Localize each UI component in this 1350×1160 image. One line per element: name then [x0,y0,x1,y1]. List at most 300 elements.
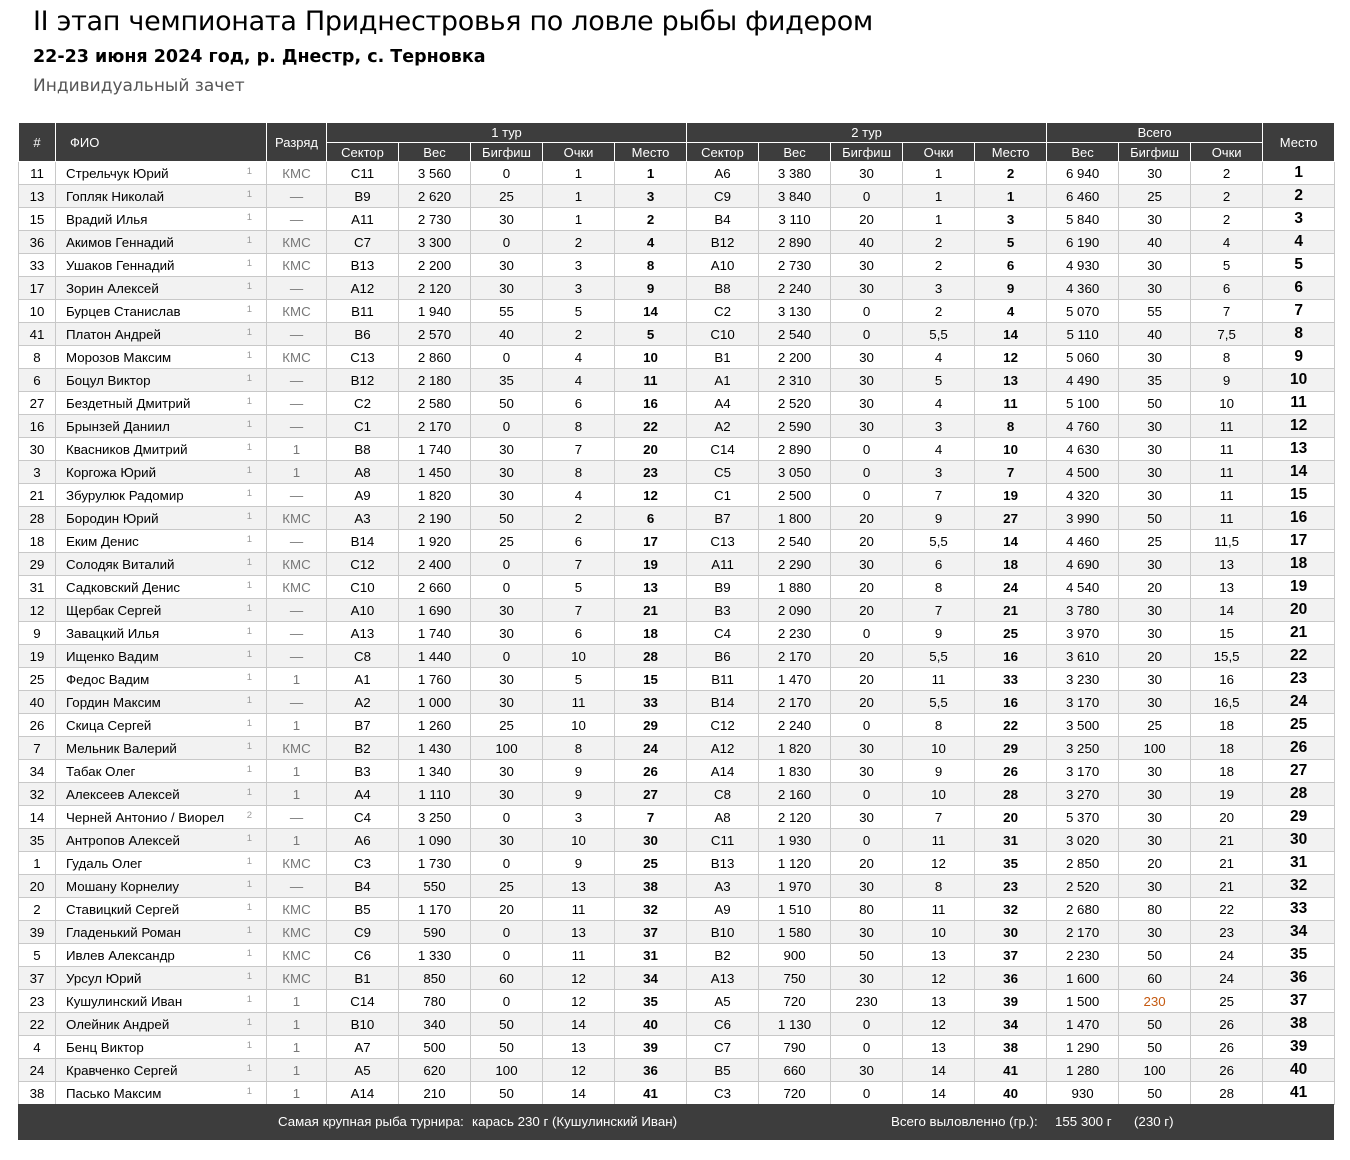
cell-total-weight: 2 680 [1047,898,1119,921]
cell-rank: 1 [267,1013,327,1036]
cell-t1-weight: 2 730 [399,208,471,231]
cell-t2-sector: A5 [687,990,759,1013]
cell-total-weight: 1 500 [1047,990,1119,1013]
cell-t1-bigfish: 30 [471,760,543,783]
cell-rank: 1 [267,1059,327,1082]
cell-num: 2 [19,898,56,921]
cell-t2-bigfish: 0 [831,323,903,346]
cell-name [56,714,267,737]
event-date-location: 22-23 июня 2024 год, р. Днестр, с. Терновка [33,47,486,67]
cell-t1-place: 13 [615,576,687,599]
cell-t2-bigfish: 230 [831,990,903,1013]
cell-t1-bigfish: 25 [471,530,543,553]
cell-t2-place: 10 [975,438,1047,461]
cell-t2-place: 5 [975,231,1047,254]
cell-t2-place: 27 [975,507,1047,530]
cell-total-points: 13 [1191,553,1263,576]
cell-t1-place: 5 [615,323,687,346]
cell-t1-weight: 1 260 [399,714,471,737]
cell-t1-points: 14 [543,1082,615,1105]
cell-t1-points: 1 [543,162,615,185]
cell-t1-points: 7 [543,438,615,461]
participant-group: 1 [246,856,252,867]
table-row [19,553,1335,576]
cell-t1-weight: 1 090 [399,829,471,852]
cell-total-bigfish: 55 [1119,300,1191,323]
cell-name [56,392,267,415]
cell-final-place: 34 [1263,921,1335,944]
table-row [19,185,1335,208]
cell-name [56,438,267,461]
cell-t1-weight: 1 110 [399,783,471,806]
table-row [19,645,1335,668]
cell-final-place: 13 [1263,438,1335,461]
cell-t2-weight: 3 840 [759,185,831,208]
col-fio: ФИО [56,123,267,162]
participant-name: Акимов Геннадий [66,234,174,250]
cell-t2-bigfish: 20 [831,691,903,714]
cell-total-bigfish: 30 [1119,806,1191,829]
cell-rank: 1 [267,760,327,783]
cell-t2-weight: 2 170 [759,645,831,668]
table-row [19,622,1335,645]
cell-t2-bigfish: 30 [831,737,903,760]
cell-t1-points: 5 [543,300,615,323]
cell-total-weight: 5 840 [1047,208,1119,231]
cell-t2-sector: B12 [687,231,759,254]
cell-t1-points: 4 [543,369,615,392]
participant-name: Ищенко Вадим [66,648,159,664]
cell-t2-sector: B2 [687,944,759,967]
cell-name [56,530,267,553]
cell-rank: КМС [267,162,327,185]
cell-num: 30 [19,438,56,461]
cell-t1-bigfish: 0 [471,852,543,875]
cell-final-place: 11 [1263,392,1335,415]
col-t1-weight: Вес [399,143,471,162]
cell-t2-points: 14 [903,1059,975,1082]
cell-t1-place: 8 [615,254,687,277]
table-row [19,944,1335,967]
cell-t2-weight: 1 510 [759,898,831,921]
cell-t2-place: 2 [975,162,1047,185]
table-row [19,277,1335,300]
cell-t2-place: 38 [975,1036,1047,1059]
participant-group: 1 [246,557,252,568]
cell-t1-sector: A14 [327,1082,399,1105]
cell-num: 5 [19,944,56,967]
cell-name [56,185,267,208]
cell-t2-place: 26 [975,760,1047,783]
cell-t1-points: 13 [543,1036,615,1059]
col-group-total: Всего [1047,123,1263,143]
cell-t2-place: 11 [975,392,1047,415]
cell-t2-sector: A13 [687,967,759,990]
table-row [19,254,1335,277]
cell-total-bigfish: 20 [1119,576,1191,599]
cell-t2-sector: C12 [687,714,759,737]
cell-t2-place: 31 [975,829,1047,852]
cell-t2-place: 35 [975,852,1047,875]
cell-total-bigfish: 25 [1119,530,1191,553]
cell-t1-points: 5 [543,668,615,691]
cell-total-points: 11,5 [1191,530,1263,553]
cell-total-weight: 3 970 [1047,622,1119,645]
cell-rank: 1 [267,1036,327,1059]
cell-final-place: 27 [1263,760,1335,783]
col-t1-sector: Сектор [327,143,399,162]
participant-group: 1 [246,396,252,407]
cell-final-place: 19 [1263,576,1335,599]
cell-total-weight: 4 540 [1047,576,1119,599]
cell-total-points: 24 [1191,967,1263,990]
cell-num: 12 [19,599,56,622]
cell-t1-sector: B13 [327,254,399,277]
cell-t2-points: 7 [903,806,975,829]
cell-t1-place: 11 [615,369,687,392]
cell-num: 11 [19,162,56,185]
cell-t2-bigfish: 20 [831,668,903,691]
participant-name: Морозов Максим [66,349,172,365]
cell-total-bigfish: 25 [1119,185,1191,208]
cell-name [56,1036,267,1059]
cell-rank: КМС [267,898,327,921]
cell-t1-points: 3 [543,254,615,277]
cell-t1-points: 12 [543,967,615,990]
participant-name: Гудаль Олег [66,855,143,871]
cell-t2-sector: C9 [687,185,759,208]
cell-t1-place: 12 [615,484,687,507]
cell-total-weight: 4 500 [1047,461,1119,484]
table-row [19,691,1335,714]
cell-total-points: 13 [1191,576,1263,599]
cell-name [56,576,267,599]
cell-t1-sector: B5 [327,898,399,921]
cell-t1-sector: B7 [327,714,399,737]
cell-total-weight: 5 070 [1047,300,1119,323]
cell-t1-place: 34 [615,967,687,990]
cell-t1-sector: B8 [327,438,399,461]
cell-num: 9 [19,622,56,645]
cell-t1-place: 9 [615,277,687,300]
cell-t2-weight: 2 590 [759,415,831,438]
cell-t1-points: 9 [543,783,615,806]
cell-t1-sector: C1 [327,415,399,438]
cell-t1-points: 11 [543,691,615,714]
cell-t1-points: 8 [543,415,615,438]
total-catch-extra: (230 г) [1134,1114,1174,1129]
cell-t2-points: 12 [903,1013,975,1036]
cell-name [56,622,267,645]
cell-final-place: 21 [1263,622,1335,645]
cell-total-points: 28 [1191,1082,1263,1105]
cell-t1-bigfish: 0 [471,576,543,599]
cell-t1-points: 8 [543,461,615,484]
cell-total-points: 15,5 [1191,645,1263,668]
cell-total-points: 11 [1191,507,1263,530]
cell-total-weight: 5 060 [1047,346,1119,369]
participant-group: 1 [246,603,252,614]
cell-t2-points: 3 [903,415,975,438]
cell-total-weight: 6 460 [1047,185,1119,208]
cell-t2-bigfish: 20 [831,852,903,875]
cell-name [56,645,267,668]
cell-t2-points: 10 [903,737,975,760]
cell-rank: КМС [267,346,327,369]
cell-t1-place: 23 [615,461,687,484]
cell-t2-bigfish: 30 [831,415,903,438]
cell-t1-place: 1 [615,162,687,185]
cell-total-bigfish: 30 [1119,599,1191,622]
cell-total-weight: 3 500 [1047,714,1119,737]
participant-name: Гладенький Роман [66,924,181,940]
cell-t1-bigfish: 0 [471,231,543,254]
participant-group: 1 [246,534,252,545]
participant-name: Коргожа Юрий [66,464,157,480]
cell-t1-sector: B9 [327,185,399,208]
cell-t1-bigfish: 55 [471,300,543,323]
cell-total-weight: 3 270 [1047,783,1119,806]
cell-t1-bigfish: 30 [471,461,543,484]
cell-num: 20 [19,875,56,898]
cell-num: 39 [19,921,56,944]
cell-t2-place: 24 [975,576,1047,599]
cell-total-bigfish: 30 [1119,438,1191,461]
cell-name [56,599,267,622]
cell-total-points: 6 [1191,277,1263,300]
participant-name: Урсул Юрий [66,970,142,986]
cell-t2-place: 37 [975,944,1047,967]
cell-final-place: 15 [1263,484,1335,507]
participant-name: Ивлев Александр [66,947,175,963]
participant-group: 1 [246,373,252,384]
participant-group: 1 [246,948,252,959]
cell-total-points: 2 [1191,162,1263,185]
cell-name [56,277,267,300]
cell-t1-bigfish: 0 [471,990,543,1013]
cell-name [56,162,267,185]
cell-t1-weight: 1 330 [399,944,471,967]
cell-t1-bigfish: 50 [471,1036,543,1059]
page-title: II этап чемпионата Приднестровья по ловле рыбы фидером [33,6,873,37]
cell-total-weight: 1 600 [1047,967,1119,990]
cell-t2-bigfish: 0 [831,438,903,461]
cell-t2-weight: 2 520 [759,392,831,415]
cell-t1-bigfish: 30 [471,783,543,806]
table-row [19,783,1335,806]
cell-t2-weight: 2 090 [759,599,831,622]
cell-name [56,898,267,921]
cell-t2-weight: 2 730 [759,254,831,277]
cell-t1-weight: 2 200 [399,254,471,277]
cell-name [56,323,267,346]
cell-final-place: 5 [1263,254,1335,277]
cell-t1-points: 11 [543,944,615,967]
col-t2-place: Место [975,143,1047,162]
cell-name [56,783,267,806]
table-row [19,668,1335,691]
cell-t1-points: 10 [543,645,615,668]
results-table [18,122,1335,1105]
cell-t2-sector: B14 [687,691,759,714]
cell-t1-place: 38 [615,875,687,898]
cell-t2-points: 12 [903,852,975,875]
cell-t2-weight: 2 120 [759,806,831,829]
cell-total-weight: 2 170 [1047,921,1119,944]
cell-total-weight: 4 490 [1047,369,1119,392]
cell-t1-sector: C14 [327,990,399,1013]
cell-rank: — [267,185,327,208]
cell-t2-points: 10 [903,783,975,806]
participant-name: Мошану Корнелиу [66,878,180,894]
cell-num: 13 [19,185,56,208]
cell-t2-sector: A6 [687,162,759,185]
cell-t1-sector: A8 [327,461,399,484]
cell-t1-weight: 780 [399,990,471,1013]
cell-t2-weight: 3 380 [759,162,831,185]
cell-total-bigfish: 30 [1119,461,1191,484]
cell-total-bigfish: 60 [1119,967,1191,990]
cell-total-bigfish: 30 [1119,553,1191,576]
cell-t2-weight: 720 [759,990,831,1013]
cell-t1-weight: 3 560 [399,162,471,185]
cell-t1-points: 6 [543,622,615,645]
cell-total-bigfish: 230 [1119,990,1191,1013]
cell-t2-bigfish: 50 [831,944,903,967]
cell-t2-sector: C8 [687,783,759,806]
cell-num: 26 [19,714,56,737]
cell-t2-place: 30 [975,921,1047,944]
cell-name [56,346,267,369]
cell-name [56,1013,267,1036]
cell-t2-place: 28 [975,783,1047,806]
cell-name [56,461,267,484]
cell-t1-sector: A9 [327,484,399,507]
cell-name [56,507,267,530]
cell-t2-sector: B6 [687,645,759,668]
cell-t2-place: 33 [975,668,1047,691]
participant-name: Стрельчук Юрий [66,165,169,181]
cell-rank: — [267,415,327,438]
col-total-points: Очки [1191,143,1263,162]
cell-total-weight: 5 100 [1047,392,1119,415]
cell-t1-sector: C6 [327,944,399,967]
cell-total-weight: 4 630 [1047,438,1119,461]
cell-t1-weight: 2 400 [399,553,471,576]
table-row [19,208,1335,231]
cell-t2-weight: 2 240 [759,714,831,737]
cell-t2-bigfish: 20 [831,599,903,622]
table-row [19,967,1335,990]
cell-t1-place: 26 [615,760,687,783]
cell-name [56,231,267,254]
cell-name [56,737,267,760]
cell-t1-weight: 1 450 [399,461,471,484]
cell-final-place: 22 [1263,645,1335,668]
cell-t2-weight: 1 830 [759,760,831,783]
cell-t1-points: 9 [543,760,615,783]
cell-t2-place: 16 [975,691,1047,714]
cell-rank: — [267,392,327,415]
cell-total-bigfish: 40 [1119,323,1191,346]
cell-total-points: 2 [1191,185,1263,208]
cell-t1-bigfish: 100 [471,737,543,760]
participant-name: Солодяк Виталий [66,556,175,572]
cell-t1-bigfish: 0 [471,944,543,967]
col-t2-sector: Сектор [687,143,759,162]
cell-t2-weight: 2 540 [759,530,831,553]
cell-total-bigfish: 30 [1119,346,1191,369]
participant-group: 1 [246,350,252,361]
participant-group: 1 [246,695,252,706]
cell-t2-bigfish: 30 [831,875,903,898]
cell-total-points: 21 [1191,829,1263,852]
cell-final-place: 10 [1263,369,1335,392]
cell-t2-points: 3 [903,461,975,484]
col-t2-bigfish: Бигфиш [831,143,903,162]
cell-t2-weight: 1 120 [759,852,831,875]
cell-total-bigfish: 30 [1119,415,1191,438]
table-row [19,806,1335,829]
cell-rank: — [267,875,327,898]
cell-t1-points: 8 [543,737,615,760]
participant-name: Гордин Максим [66,694,161,710]
cell-total-points: 21 [1191,852,1263,875]
cell-t1-weight: 500 [399,1036,471,1059]
cell-t2-sector: A4 [687,392,759,415]
cell-t1-bigfish: 0 [471,806,543,829]
cell-t2-points: 4 [903,346,975,369]
cell-t2-place: 18 [975,553,1047,576]
cell-t1-sector: A3 [327,507,399,530]
cell-t1-sector: A2 [327,691,399,714]
cell-t2-sector: A2 [687,415,759,438]
cell-t2-place: 36 [975,967,1047,990]
cell-t2-bigfish: 80 [831,898,903,921]
cell-t2-points: 13 [903,1036,975,1059]
participant-name: Платон Андрей [66,326,161,342]
cell-t2-sector: A14 [687,760,759,783]
cell-total-bigfish: 80 [1119,898,1191,921]
cell-total-points: 7 [1191,300,1263,323]
cell-name [56,875,267,898]
cell-t1-sector: B3 [327,760,399,783]
cell-total-bigfish: 30 [1119,875,1191,898]
participant-name: Еким Денис [66,533,139,549]
cell-t2-weight: 3 130 [759,300,831,323]
cell-t2-points: 13 [903,990,975,1013]
col-t2-points: Очки [903,143,975,162]
cell-final-place: 39 [1263,1036,1335,1059]
cell-t2-bigfish: 30 [831,392,903,415]
cell-total-weight: 1 470 [1047,1013,1119,1036]
cell-t2-points: 7 [903,599,975,622]
cell-t1-bigfish: 30 [471,829,543,852]
cell-t1-bigfish: 20 [471,898,543,921]
cell-t2-sector: A12 [687,737,759,760]
cell-name [56,760,267,783]
cell-t1-sector: B10 [327,1013,399,1036]
cell-total-points: 11 [1191,461,1263,484]
table-row [19,1036,1335,1059]
participant-group: 1 [246,741,252,752]
cell-total-points: 2 [1191,208,1263,231]
cell-t1-weight: 1 340 [399,760,471,783]
participant-name: Щербак Сергей [66,602,162,618]
cell-final-place: 23 [1263,668,1335,691]
biggest-fish-value: карась 230 г (Кушулинский Иван) [472,1114,678,1129]
cell-t2-weight: 750 [759,967,831,990]
